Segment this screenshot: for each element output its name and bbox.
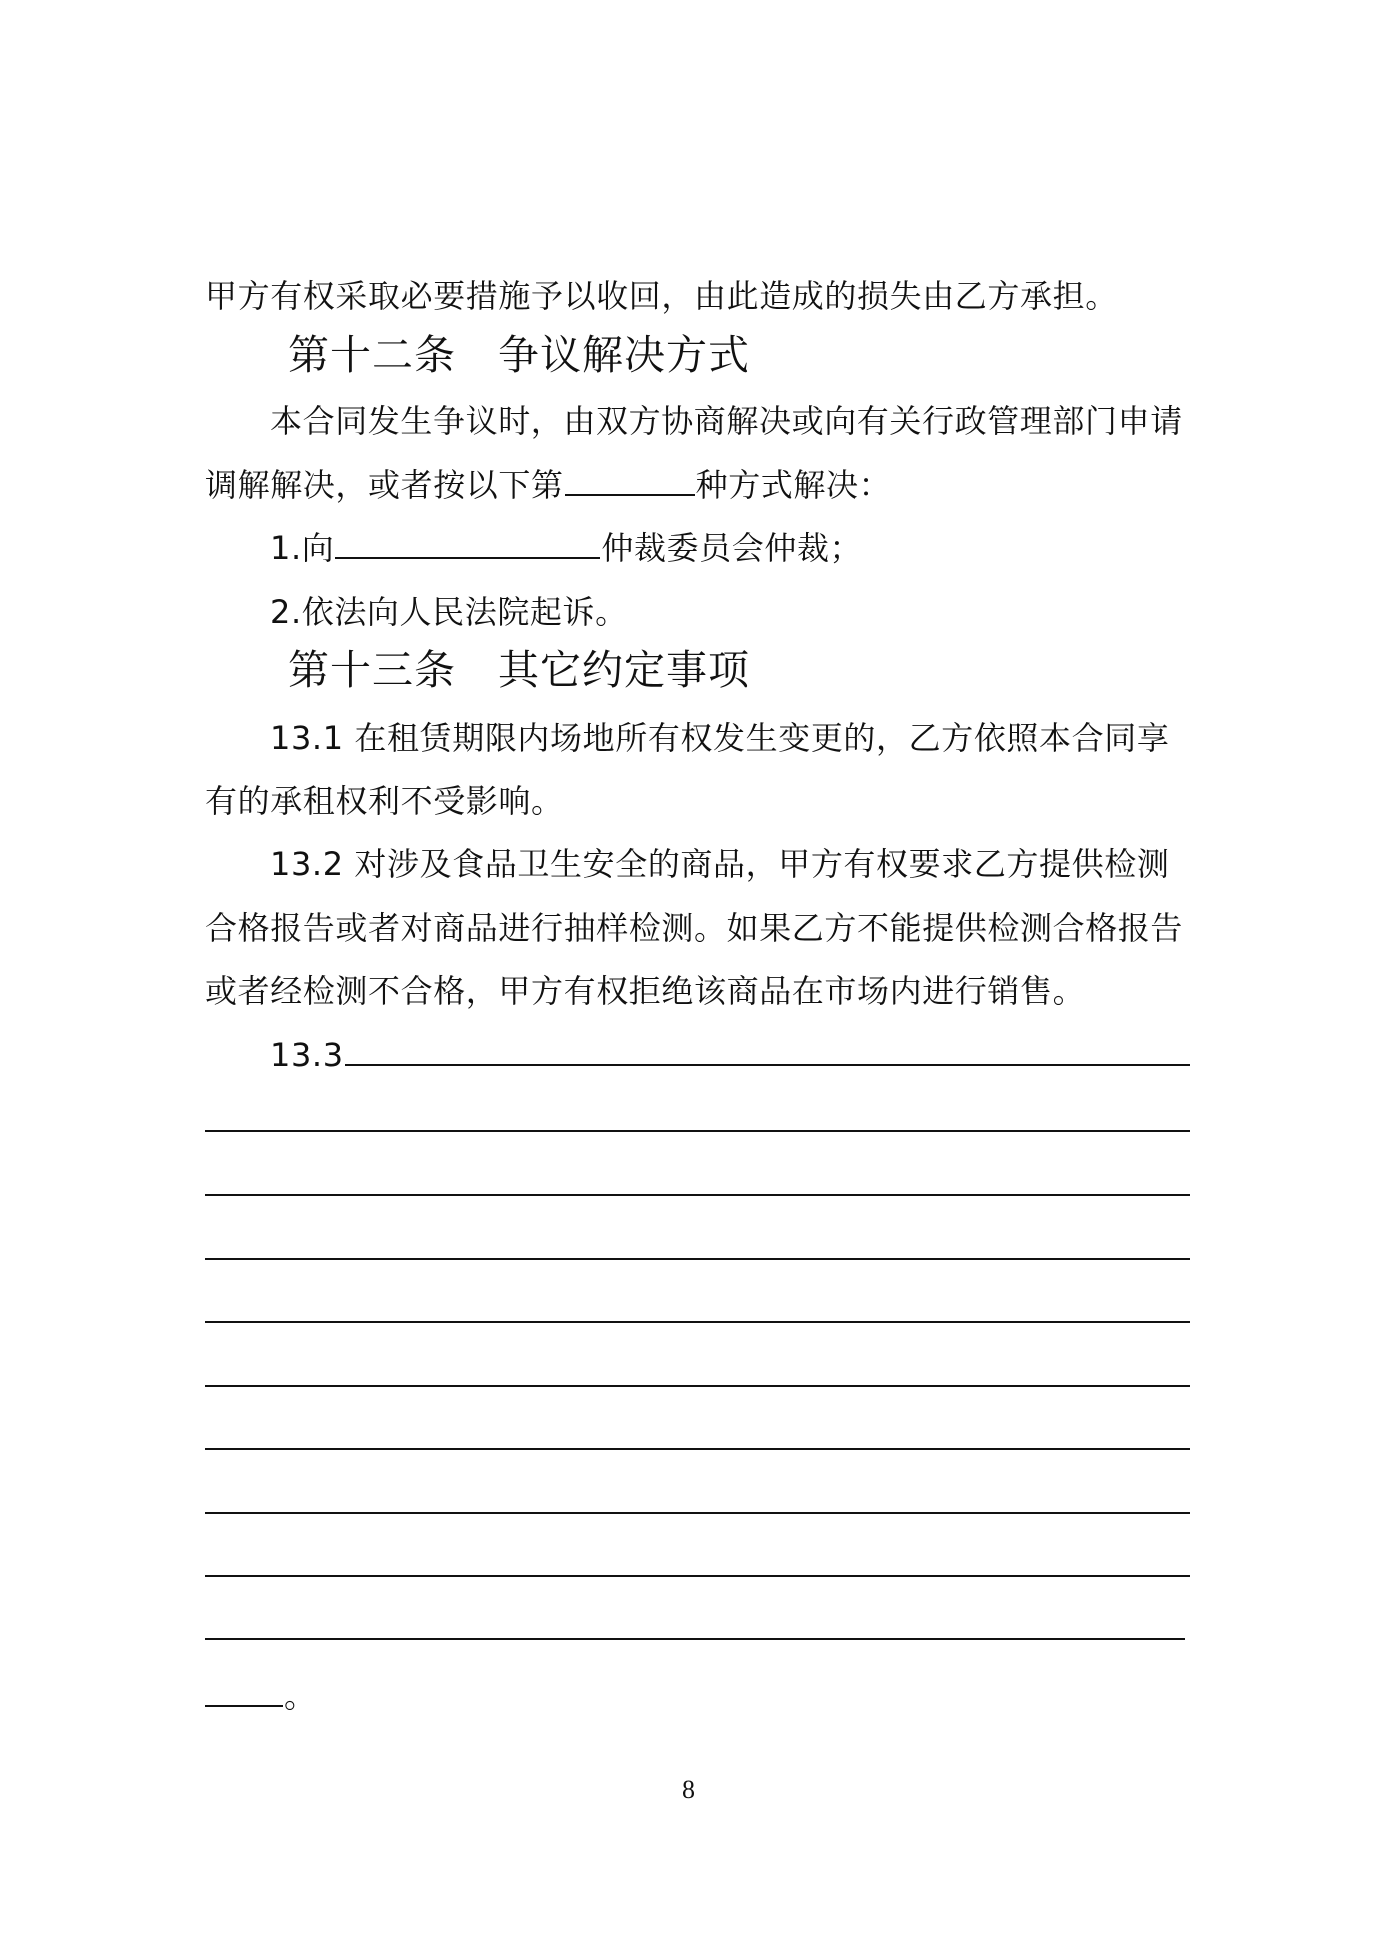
clause-13-3-first-blank[interactable] bbox=[345, 1036, 1190, 1066]
article-12-option1-b: 仲裁委员会仲裁； bbox=[601, 529, 863, 567]
clause-13-2-line2: 合格报告或者对商品进行抽样检测。如果乙方不能提供检测合格报告 bbox=[205, 909, 1184, 947]
clause-13-1-line2: 有的承租权利不受影响。 bbox=[205, 782, 564, 820]
clause-13-2-line1: 13.2 对涉及食品卫生安全的商品，甲方有权要求乙方提供检测 bbox=[270, 845, 1170, 883]
clause-13-3-fill-line[interactable] bbox=[205, 1194, 1190, 1196]
clause-13-3-fill-line[interactable] bbox=[205, 1385, 1190, 1387]
article-13-title: 其它约定事项 bbox=[498, 646, 750, 694]
page-number: 8 bbox=[682, 1775, 695, 1804]
clause-13-3-line bbox=[270, 1035, 1190, 1075]
clause-13-3-end: 。 bbox=[284, 1677, 317, 1715]
article-12-option1 bbox=[270, 528, 1190, 568]
clause-13-3-fill-line[interactable] bbox=[205, 1321, 1190, 1323]
clause-13-1-line1: 13.1 在租赁期限内场地所有权发生变更的，乙方依照本合同享 bbox=[270, 719, 1170, 757]
arbitration-committee-blank[interactable] bbox=[335, 529, 600, 559]
article-12-option1-a: 1.向 bbox=[270, 529, 335, 567]
clause-13-3-fill-line[interactable] bbox=[205, 1258, 1190, 1260]
clause-13-3-tail bbox=[205, 1676, 316, 1716]
method-number-blank[interactable] bbox=[565, 466, 695, 496]
clause-13-3-fill-line[interactable] bbox=[205, 1638, 1185, 1640]
article-12-option2: 2.依法向人民法院起诉。 bbox=[270, 593, 628, 631]
article-12-title: 争议解决方式 bbox=[498, 331, 750, 379]
article-12-para1-line2-a: 调解解决，或者按以下第 bbox=[205, 466, 564, 504]
clause-13-2-line3: 或者经检测不合格，甲方有权拒绝该商品在市场内进行销售。 bbox=[205, 972, 1086, 1010]
article-12-para1-line2 bbox=[205, 465, 1190, 505]
article-12-heading bbox=[288, 330, 750, 380]
continuation-text: 甲方有权采取必要措施予以收回，由此造成的损失由乙方承担。 bbox=[205, 277, 1118, 315]
clause-13-3-label: 13.3 bbox=[270, 1036, 344, 1074]
article-12-number: 第十二条 bbox=[288, 331, 456, 379]
clause-13-3-fill-line[interactable] bbox=[205, 1130, 1190, 1132]
article-13-heading bbox=[288, 645, 750, 695]
clause-13-3-fill-line[interactable] bbox=[205, 1575, 1190, 1577]
article-12-para1-line1: 本合同发生争议时，由双方协商解决或向有关行政管理部门申请 bbox=[270, 402, 1183, 440]
clause-13-3-last-blank[interactable] bbox=[205, 1677, 283, 1707]
article-12-para1-line2-b: 种方式解决： bbox=[695, 466, 892, 504]
clause-13-3-fill-line[interactable] bbox=[205, 1448, 1190, 1450]
clause-13-3-fill-line[interactable] bbox=[205, 1512, 1190, 1514]
article-13-number: 第十三条 bbox=[288, 646, 456, 694]
